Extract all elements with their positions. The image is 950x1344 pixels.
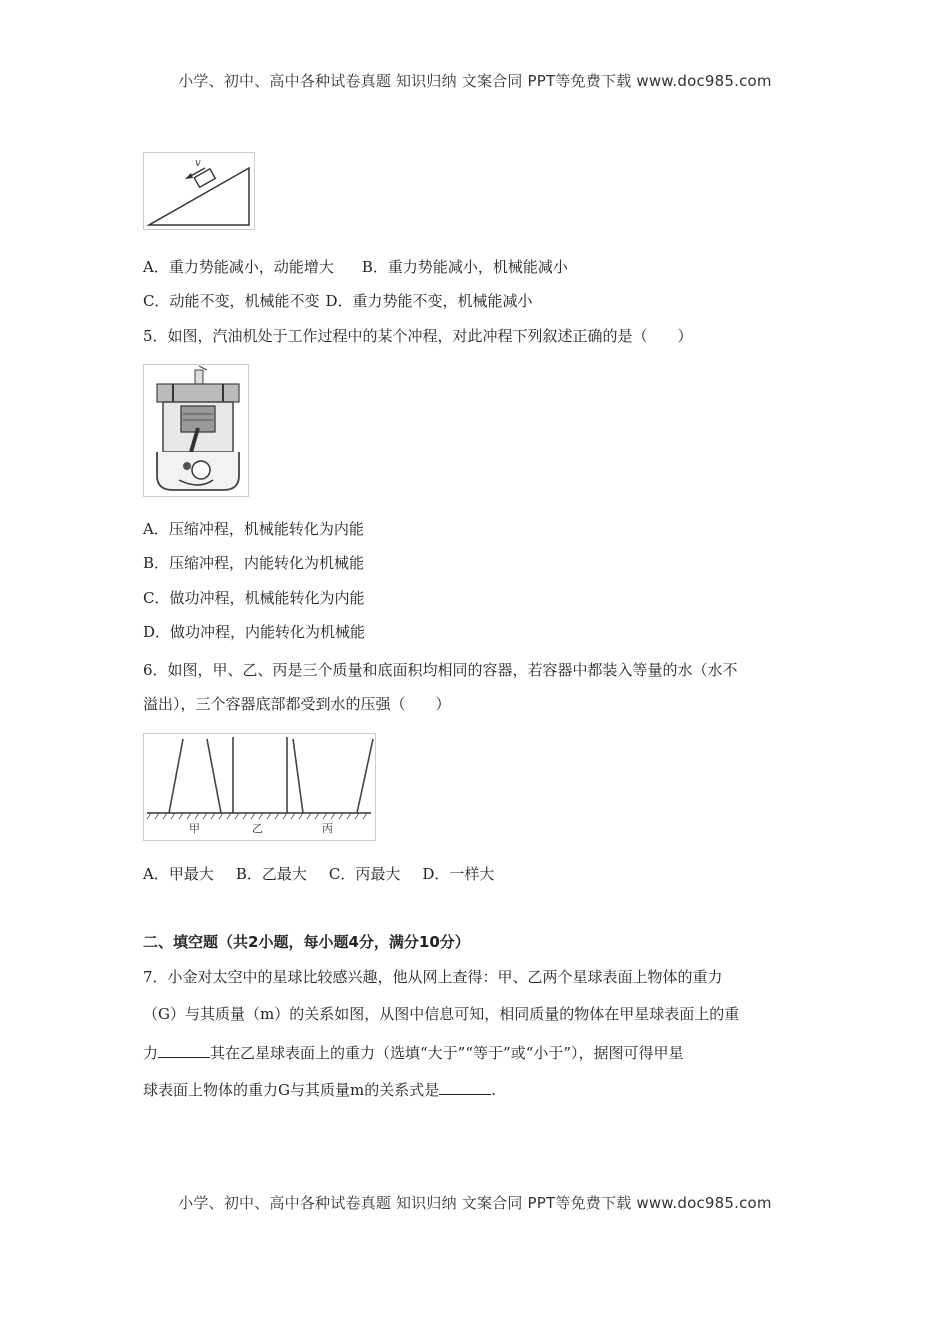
- q4-option-c[interactable]: C．动能不变，机械能不变: [143, 292, 320, 310]
- velocity-label: v: [195, 158, 201, 169]
- page-header: 小学、初中、高中各种试卷真题 知识归纳 文案合同 PPT等免费下载 www.doc985.com: [178, 72, 772, 90]
- q6-option-b[interactable]: B．乙最大: [235, 865, 307, 883]
- q4-options-row1: [143, 257, 568, 277]
- incline-figure: [143, 152, 255, 230]
- containers-figure: [143, 733, 376, 841]
- q4-options-row2: [143, 291, 533, 311]
- q5-option-b[interactable]: B．压缩冲程，内能转化为机械能: [143, 554, 365, 572]
- q7-line4-end: .: [491, 1081, 496, 1099]
- q4-option-b[interactable]: B．重力势能减小，机械能减小: [361, 258, 568, 276]
- q5-stem: 5．如图，汽油机处于工作过程中的某个冲程，对此冲程下列叙述正确的是（ ）: [143, 327, 693, 345]
- section2-title: 二、填空题（共2小题，每小题4分，满分10分）: [143, 933, 470, 951]
- q4-option-a[interactable]: A．重力势能减小，动能增大: [143, 258, 334, 276]
- q7-line3-end: 其在乙星球表面上的重力（选填“大于”“等于”或“小于”），据图可得甲星: [210, 1044, 684, 1062]
- q7-line3-start: 力: [143, 1044, 159, 1062]
- q5-option-d[interactable]: D．做功冲程，内能转化为机械能: [143, 623, 366, 641]
- q7-line2: （G）与其质量（m）的关系如图，从图中信息可知，相同质量的物体在甲星球表面上的重: [143, 1005, 740, 1023]
- engine-figure: [143, 364, 249, 497]
- container-jia-left: [169, 739, 183, 813]
- q6-options: [143, 864, 494, 884]
- q6-option-c[interactable]: C．丙最大: [328, 865, 401, 883]
- q7-line1: 7．小金对太空中的星球比较感兴趣，他从网上查得：甲、乙两个星球表面上物体的重力: [143, 968, 723, 986]
- q5-option-a[interactable]: A．压缩冲程，机械能转化为内能: [143, 520, 364, 538]
- container-bing-left: [293, 739, 303, 813]
- q5-option-c[interactable]: C．做功冲程，机械能转化为内能: [143, 589, 365, 607]
- q7-line3: [143, 1043, 684, 1063]
- q6-stem-line1: 6．如图，甲、乙、丙是三个质量和底面积均相同的容器，若容器中都装入等量的水（水不: [143, 661, 738, 679]
- answer-blank-1[interactable]: [158, 1043, 210, 1058]
- q7-line4-start: 球表面上物体的重力G与其质量m的关系式是: [143, 1081, 440, 1099]
- q6-option-d[interactable]: D．一样大: [422, 865, 495, 883]
- q4-option-d[interactable]: D．重力势能不变，机械能减小: [325, 292, 533, 310]
- page-footer: 小学、初中、高中各种试卷真题 知识归纳 文案合同 PPT等免费下载 www.doc985.com: [178, 1194, 772, 1212]
- label-bing: 丙: [322, 822, 333, 835]
- label-yi: 乙: [252, 822, 263, 835]
- container-jia-right: [207, 739, 221, 813]
- q6-option-a[interactable]: A．甲最大: [143, 865, 214, 883]
- container-bing-right: [357, 739, 373, 813]
- q7-line4: [143, 1080, 496, 1100]
- answer-blank-2[interactable]: [439, 1080, 491, 1095]
- label-jia: 甲: [189, 822, 200, 835]
- q6-stem-line2: 溢出），三个容器底部都受到水的压强（ ）: [143, 695, 451, 713]
